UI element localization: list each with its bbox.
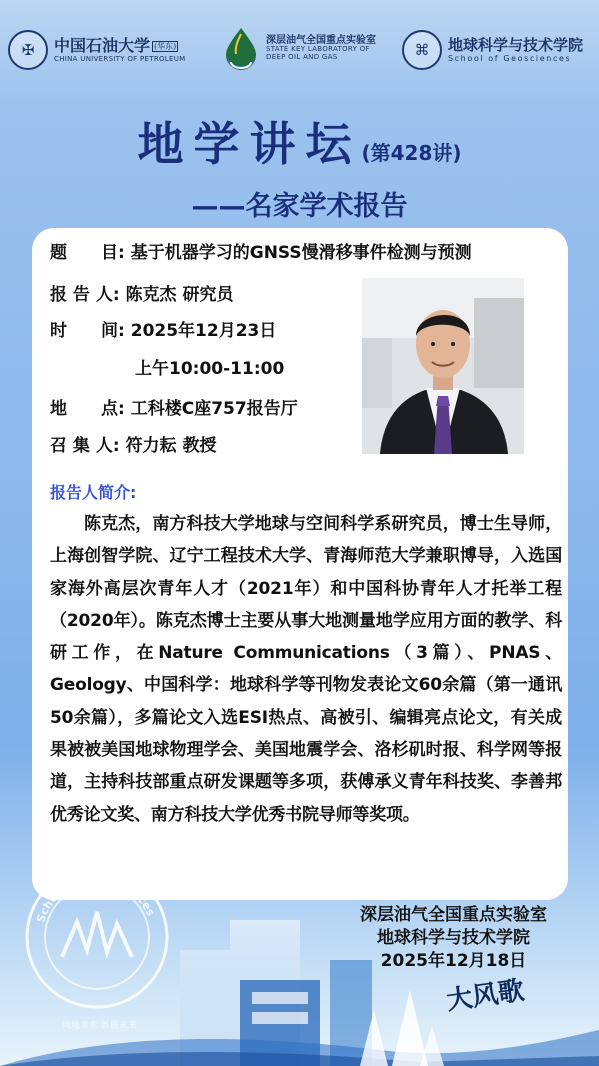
- school-name-cn: 地球科学与技术学院: [448, 35, 584, 54]
- time-row: [50, 320, 276, 342]
- school-logo: [402, 30, 583, 70]
- topic-value: 基于机器学习的GNSS慢滑移事件检测与预测: [130, 243, 472, 263]
- hours-value: 上午10:00-11:00: [135, 359, 285, 379]
- host-label: 召 集 人:: [50, 436, 120, 456]
- oil-drop-icon: [222, 26, 260, 70]
- date-value: 2025年12月23日: [130, 321, 277, 341]
- host-value: 符力耘 教授: [125, 436, 217, 456]
- page-subtitle: ——名家学术报告: [191, 191, 408, 222]
- school-name-en: School of Geosciences: [448, 54, 572, 64]
- place-row: [50, 398, 298, 420]
- time-label: 时 间:: [50, 321, 125, 341]
- host-row: [50, 435, 216, 457]
- stamp-text: School of Geosciences: [34, 871, 158, 925]
- info-card: [32, 228, 568, 900]
- speaker-row: [50, 284, 233, 306]
- cup-campus: (华东): [154, 41, 177, 51]
- school-stamp-watermark: [22, 862, 172, 1012]
- slogan-text: 向地求索 新质未来: [62, 1021, 137, 1031]
- title-session: (第428讲): [361, 141, 462, 165]
- topic-row: [50, 242, 472, 264]
- school-seal-icon: ⌘: [402, 30, 442, 70]
- lab-logo: [222, 26, 376, 70]
- cup-seal-icon: ✠: [8, 30, 48, 70]
- footer-org1: 深层油气全国重点实验室: [360, 905, 547, 925]
- title-main-text: 地学讲坛: [137, 117, 362, 171]
- footer-org2: 地球科学与技术学院: [377, 928, 530, 948]
- footer-date: 2025年12月18日: [380, 951, 527, 971]
- lab-name-en-2: DEEP OIL AND GAS: [266, 52, 338, 61]
- page-title: [0, 108, 599, 174]
- place-value: 工科楼C座757报告厅: [130, 399, 298, 419]
- bio-heading: 报告人简介:: [50, 483, 137, 502]
- calligraphy-text: 大风歌: [444, 975, 527, 1017]
- footer: [360, 904, 547, 973]
- cup-logo: [8, 30, 186, 70]
- place-label: 地 点:: [50, 399, 125, 419]
- topic-label: 题 目:: [50, 243, 125, 263]
- speaker-photo: [362, 278, 524, 454]
- speaker-value: 陈克杰 研究员: [125, 285, 234, 305]
- cup-name-cn: 中国石油大学: [54, 35, 151, 55]
- speaker-label: 报 告 人:: [50, 285, 120, 305]
- cup-name-en: CHINA UNIVERSITY OF PETROLEUM: [54, 55, 186, 64]
- lab-name-cn: 深层油气全国重点实验室: [266, 34, 376, 46]
- header-logos: [0, 22, 599, 82]
- bio-text: 陈克杰，南方科技大学地球与空间科学系研究员，博士生导师，上海创智学院、辽宁工程技术大学、青海师范大学兼职博导，入选国家海外高层次青年人才（2021年）和中国科协青年人才托举工程（2020年）。陈克杰博士主要从事大地测量地学应用方面的教学、科研工作，在Nature Communications（3篇）、PNAS、Geology、中国科学：地球科学等刊物发表论文60余篇（第一通讯50余篇），多篇论文入选ESI热点、高被引、编辑亮点论文，有关成果被被美国地球物理学会、美国地震学会、洛杉矶时报、科学网等报道，主持科技部重点研发课题等多项，获傅承义青年科技奖、李善邦优秀论文奖、南方科技大学优秀书院导师等奖项。: [50, 514, 562, 825]
- lab-name-en-1: STATE KEY LABORATORY OF: [266, 45, 370, 54]
